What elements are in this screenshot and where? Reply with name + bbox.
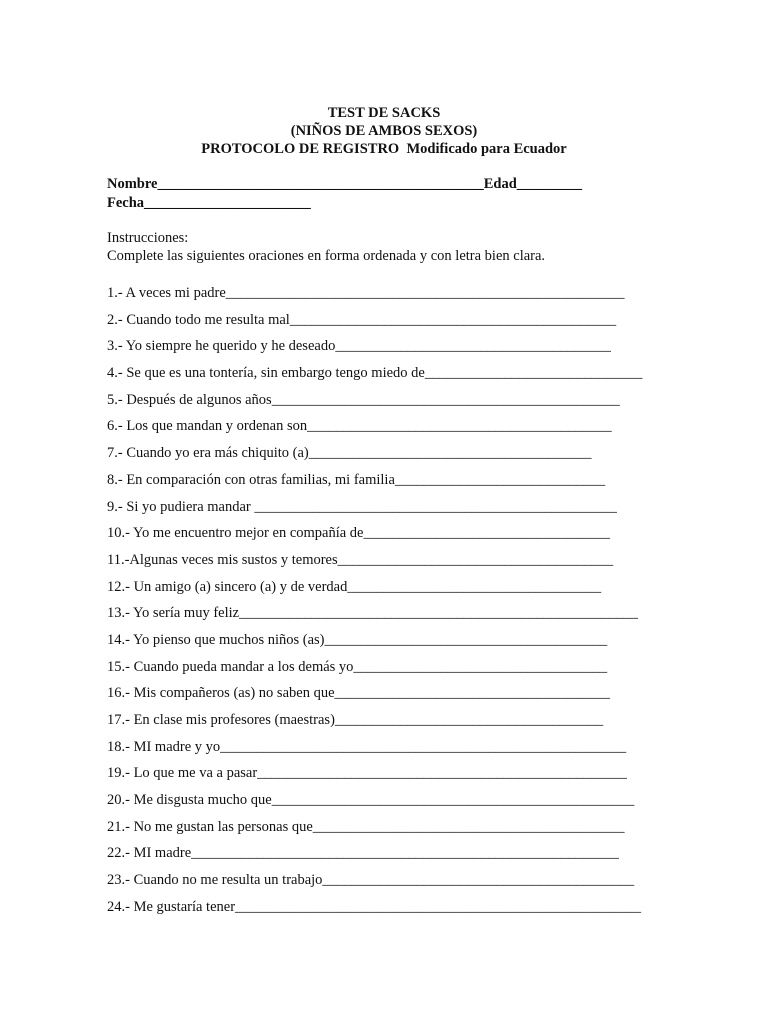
- sentence-item-7: 7.- Cuando yo era más chiquito (a)_______________________________________: [107, 445, 592, 462]
- sentence-item-12: 12.- Un amigo (a) sincero (a) y de verdad___________________________________: [107, 578, 602, 595]
- sentence-list: [107, 284, 642, 925]
- sentence-item-21: 21.- No me gustan las personas que___________________________________________: [107, 818, 625, 835]
- sentence-item-14: 14.- Yo pienso que muchos niños (as)_______________________________________: [107, 631, 608, 648]
- nombre-edad-field: Nombre_____________________________________________Edad_________: [107, 176, 583, 192]
- document-subtitle: (NIÑOS DE AMBOS SEXOS): [290, 123, 478, 139]
- sentence-item-19: 19.- Lo que me va a pasar___________________________________________________: [107, 765, 627, 782]
- sentence-item-22: 22.- MI madre___________________________________________________________: [107, 845, 619, 862]
- instructions-label: Instrucciones:: [107, 230, 189, 246]
- sentence-item-2: 2.- Cuando todo me resulta mal_____________________________________________: [107, 311, 617, 328]
- sentence-item-20: 20.- Me disgusta mucho que__________________________________________________: [107, 792, 635, 809]
- sentence-item-18: 18.- MI madre y yo________________________________________________________: [107, 738, 627, 755]
- sentence-item-3: 3.- Yo siempre he querido y he deseado______________________________________: [107, 338, 611, 355]
- sentence-item-10: 10.- Yo me encuentro mejor en compañía de__________________________________: [107, 525, 610, 542]
- sentence-item-9: 9.- Si yo pudiera mandar __________________________________________________: [107, 498, 617, 515]
- sentence-item-11: 11.-Algunas veces mis sustos y temores______________________________________: [107, 551, 614, 568]
- personal-fields: [107, 175, 582, 213]
- sentence-item-4: 4.- Se que es una tontería, sin embargo tengo miedo de______________________________: [107, 365, 643, 382]
- sentence-item-15: 15.- Cuando pueda mandar a los demás yo___________________________________: [107, 658, 608, 675]
- sentence-item-6: 6.- Los que mandan y ordenan son__________________________________________: [107, 418, 612, 435]
- document-protocol-title: PROTOCOLO DE REGISTRO Modificado para Ecuador: [201, 141, 567, 157]
- sentence-item-8: 8.- En comparación con otras familias, mi familia_____________________________: [107, 471, 606, 488]
- sentence-item-24: 24.- Me gustaría tener________________________________________________________: [107, 898, 642, 915]
- fecha-field: Fecha_______________________: [107, 195, 311, 211]
- document-header: [0, 104, 768, 158]
- sentence-item-16: 16.- Mis compañeros (as) no saben que______________________________________: [107, 685, 611, 702]
- sentence-item-17: 17.- En clase mis profesores (maestras)_____________________________________: [107, 712, 604, 728]
- document-title: TEST DE SACKS: [327, 105, 441, 121]
- instructions-block: [107, 229, 545, 265]
- sentence-item-23: 23.- Cuando no me resulta un trabajo___________________________________________: [107, 872, 635, 889]
- sentence-item-5: 5.- Después de algunos años________________________________________________: [107, 391, 620, 408]
- sentence-item-13: 13.- Yo sería muy feliz_______________________________________________________: [107, 605, 638, 622]
- instructions-text: Complete las siguientes oraciones en forma ordenada y con letra bien clara.: [107, 248, 546, 264]
- sentence-item-1: 1.- A veces mi padre_______________________________________________________: [107, 285, 625, 301]
